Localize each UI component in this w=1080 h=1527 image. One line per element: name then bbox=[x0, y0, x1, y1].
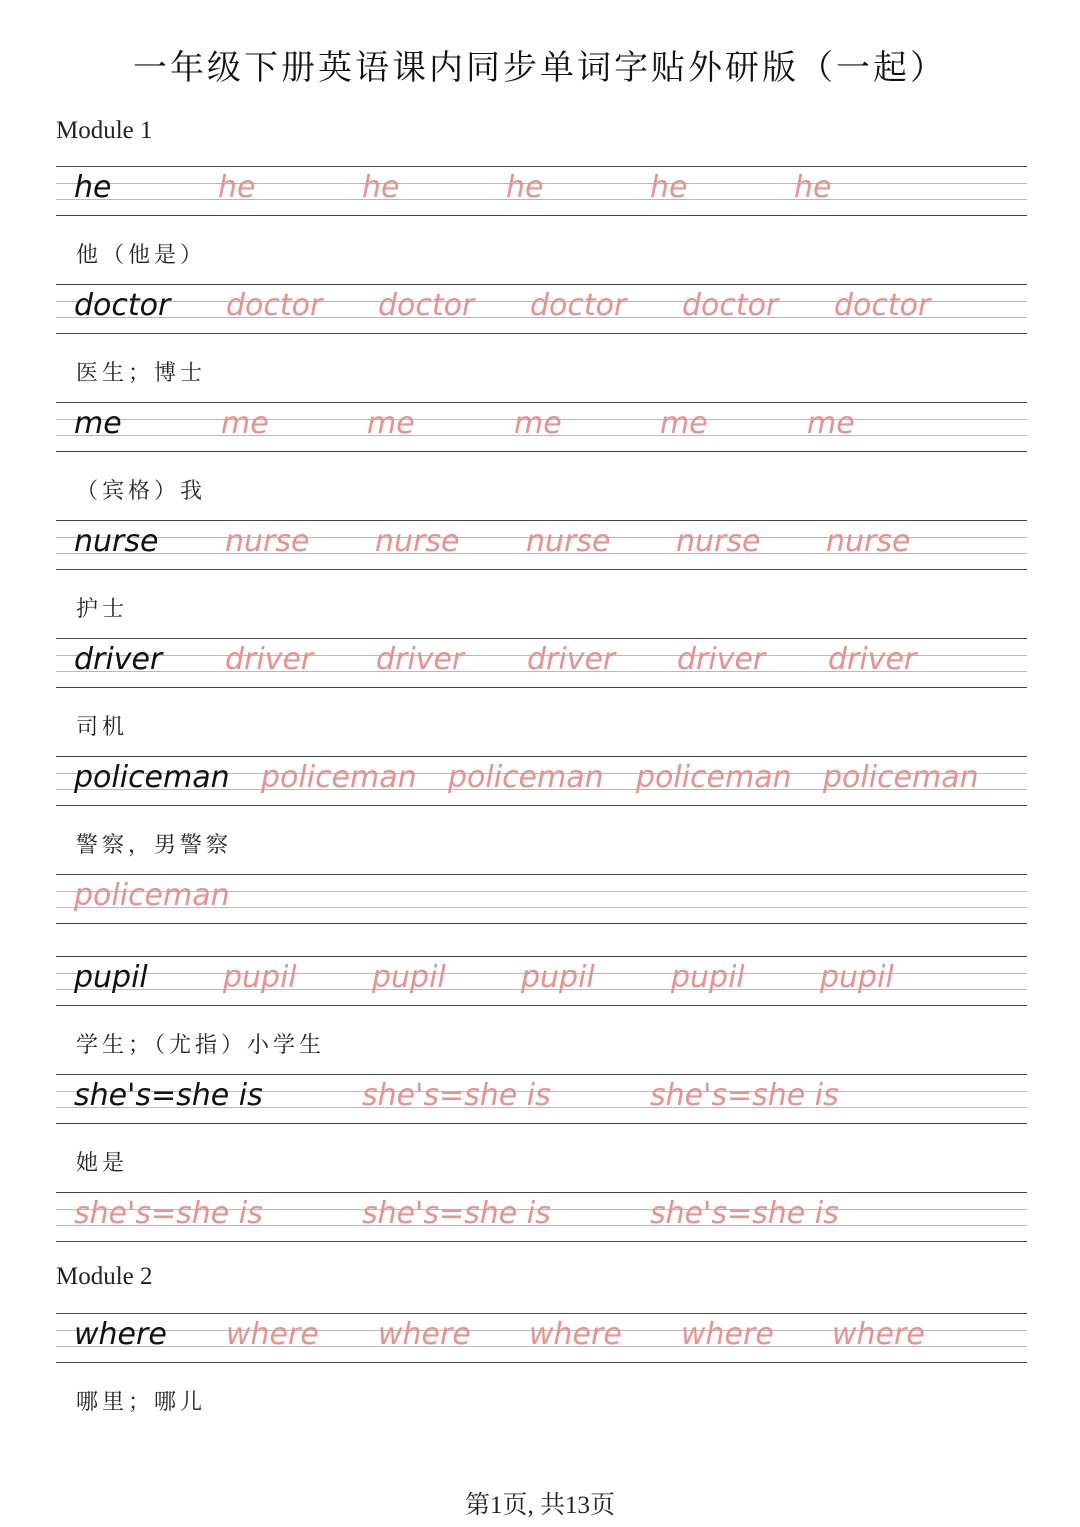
trace-word: me bbox=[367, 406, 415, 441]
writing-row-pupil bbox=[56, 956, 1027, 1006]
trace-word: she's=she is bbox=[362, 1196, 551, 1231]
trace-word: she's=she is bbox=[650, 1196, 839, 1231]
trace-word: where bbox=[378, 1317, 471, 1352]
writing-row-policeman bbox=[56, 756, 1027, 806]
word-pupil: pupil bbox=[74, 960, 148, 995]
trace-word: he bbox=[794, 170, 832, 205]
writing-row-nurse bbox=[56, 520, 1027, 570]
trace-word: he bbox=[362, 170, 400, 205]
trace-word: policeman bbox=[74, 878, 230, 913]
module-2-heading: Module 2 bbox=[56, 1263, 153, 1290]
writing-row-shes bbox=[56, 1074, 1027, 1124]
word-driver: driver bbox=[74, 642, 163, 677]
word-shes: she's=she is bbox=[74, 1078, 263, 1113]
trace-word: me bbox=[221, 406, 269, 441]
word-he: he bbox=[74, 170, 112, 205]
trace-word: nurse bbox=[526, 524, 611, 559]
trace-word: pupil bbox=[223, 960, 297, 995]
meaning-me: （宾格）我 bbox=[76, 479, 207, 504]
trace-word: where bbox=[681, 1317, 774, 1352]
trace-word: nurse bbox=[826, 524, 911, 559]
trace-word: nurse bbox=[375, 524, 460, 559]
page-title: 一年级下册英语课内同步单词字贴外研版（一起） bbox=[133, 48, 947, 88]
trace-word: policeman bbox=[448, 760, 604, 795]
trace-word: me bbox=[660, 406, 708, 441]
trace-word: nurse bbox=[676, 524, 761, 559]
meaning-nurse: 护士 bbox=[76, 597, 129, 622]
trace-word: me bbox=[514, 406, 562, 441]
trace-word: nurse bbox=[225, 524, 310, 559]
trace-word: pupil bbox=[820, 960, 894, 995]
trace-word: driver bbox=[677, 642, 766, 677]
word-nurse: nurse bbox=[74, 524, 159, 559]
word-doctor: doctor bbox=[74, 288, 171, 323]
writing-row-he bbox=[56, 166, 1027, 216]
trace-word: driver bbox=[225, 642, 314, 677]
trace-word: me bbox=[807, 406, 855, 441]
meaning-pupil: 学生；（尤指）小学生 bbox=[76, 1033, 326, 1058]
module-1-heading: Module 1 bbox=[56, 117, 153, 144]
page-number: 第1页, 共13页 bbox=[464, 1492, 615, 1519]
trace-word: she's=she is bbox=[650, 1078, 839, 1113]
trace-word: policeman bbox=[823, 760, 979, 795]
trace-word: pupil bbox=[521, 960, 595, 995]
writing-row-me bbox=[56, 402, 1027, 452]
meaning-where: 哪里；哪儿 bbox=[76, 1390, 207, 1415]
trace-word: he bbox=[218, 170, 256, 205]
trace-word: driver bbox=[828, 642, 917, 677]
trace-word: where bbox=[832, 1317, 925, 1352]
word-me: me bbox=[74, 406, 122, 441]
writing-row-shes-continued bbox=[56, 1192, 1027, 1242]
meaning-he: 他（他是） bbox=[76, 243, 207, 268]
trace-word: policeman bbox=[636, 760, 792, 795]
word-where: where bbox=[74, 1317, 167, 1352]
trace-word: doctor bbox=[530, 288, 627, 323]
trace-word: doctor bbox=[226, 288, 323, 323]
meaning-doctor: 医生；博士 bbox=[76, 361, 207, 386]
trace-word: policeman bbox=[261, 760, 417, 795]
writing-row-driver bbox=[56, 638, 1027, 688]
trace-word: pupil bbox=[372, 960, 446, 995]
word-policeman: policeman bbox=[74, 760, 230, 795]
meaning-shes: 她是 bbox=[76, 1151, 129, 1176]
writing-row-doctor bbox=[56, 284, 1027, 334]
trace-word: doctor bbox=[834, 288, 931, 323]
trace-word: he bbox=[650, 170, 688, 205]
trace-word: where bbox=[529, 1317, 622, 1352]
trace-word: where bbox=[226, 1317, 319, 1352]
trace-word: she's=she is bbox=[74, 1196, 263, 1231]
trace-word: pupil bbox=[671, 960, 745, 995]
trace-word: driver bbox=[376, 642, 465, 677]
meaning-policeman: 警察，男警察 bbox=[76, 833, 233, 858]
writing-row-policeman-continued bbox=[56, 874, 1027, 924]
trace-word: she's=she is bbox=[362, 1078, 551, 1113]
trace-word: driver bbox=[527, 642, 616, 677]
meaning-driver: 司机 bbox=[76, 715, 129, 740]
writing-row-where bbox=[56, 1313, 1027, 1363]
trace-word: he bbox=[506, 170, 544, 205]
trace-word: doctor bbox=[378, 288, 475, 323]
trace-word: doctor bbox=[682, 288, 779, 323]
